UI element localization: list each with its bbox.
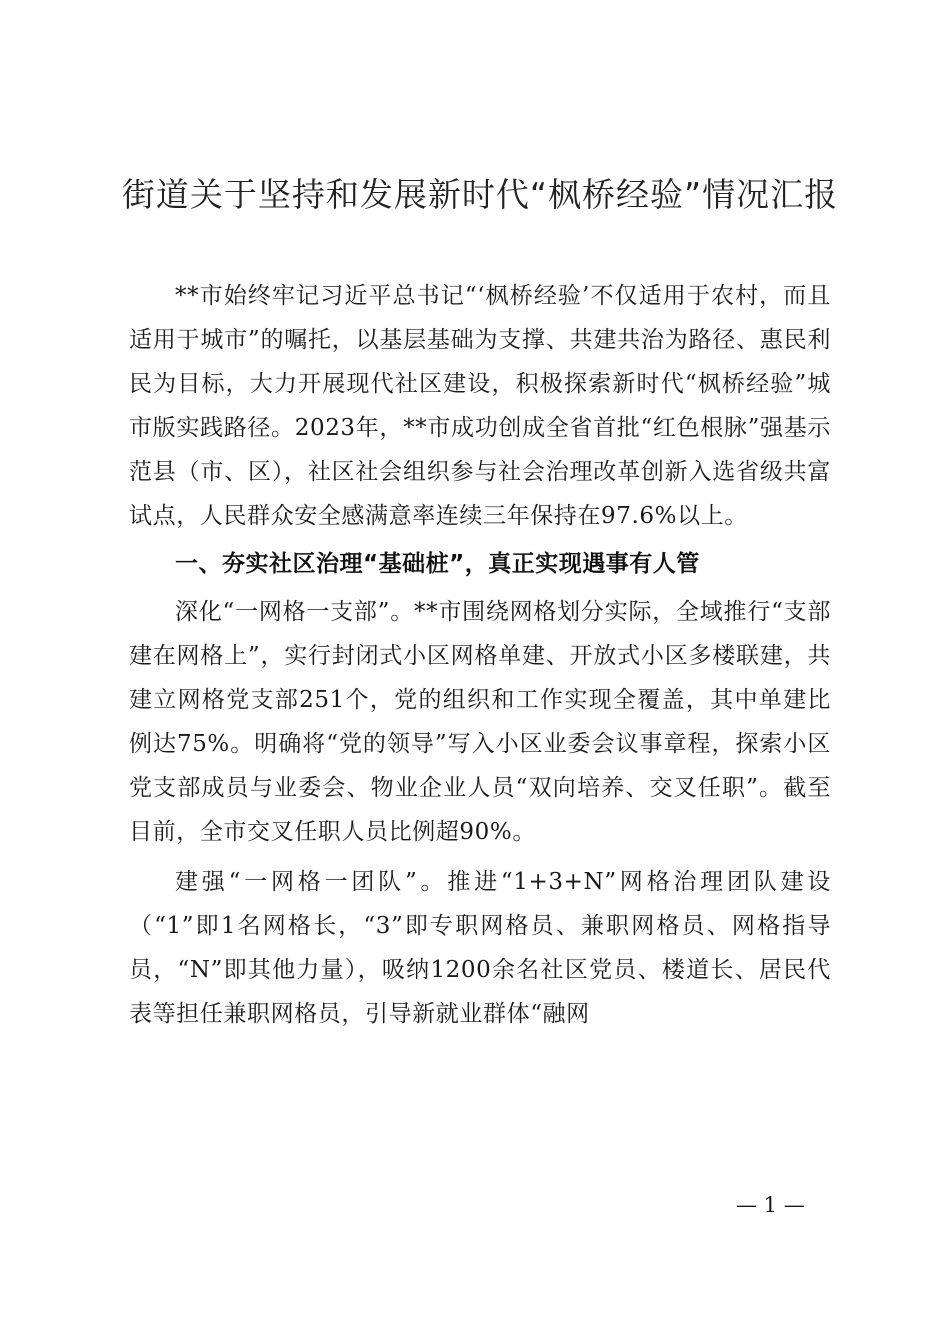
- section-heading-1: 一、夯实社区治理“基础桩”，真正实现遇事有人管: [175, 551, 700, 577]
- page-number: — 1 —: [736, 1193, 805, 1217]
- section-1-paragraph-2: 建强“一网格一团队”。推进“1+3+N”网格治理团队建设（“1”即1名网格长，“3”即专职网格员、兼职网格员、网格指导员，“N”即其他力量），吸纳1200余名社区党员、楼道长、居民代表等担任兼职网格员，引导新就业群体“融网: [129, 869, 831, 1027]
- intro-paragraph: **市始终牢记习近平总书记“‘枫桥经验’不仅适用于农村，而且适用于城市”的嘱托，以基层基础为支撑、共建共治为路径、惠民利民为目标，大力开展现代社区建设，积极探索新时代“枫桥经验”城市版实践路径。2023年，**市成功创成全省首批“红色根脉”强基示范县（市、区），社区社会组织参与社会治理改革创新入选省级共富试点，人民群众安全感满意率连续三年保持在97.6%以上。: [129, 283, 831, 529]
- section-1-paragraph-1: 深化“一网格一支部”。**市围绕网格划分实际，全域推行“支部建在网格上”，实行封闭式小区网格单建、开放式小区多楼联建，共建立网格党支部251个，党的组织和工作实现全覆盖，其中单建比例达75%。明确将“党的领导”写入小区业委会议事章程，探索小区党支部成员与业委会、物业企业人员“双向培养、交叉任职”。截至目前，全市交叉任职人员比例超90%。: [129, 599, 831, 845]
- document-title: 街道关于坚持和发展新时代“枫桥经验”情况汇报: [121, 175, 839, 214]
- document-body: [129, 274, 831, 1036]
